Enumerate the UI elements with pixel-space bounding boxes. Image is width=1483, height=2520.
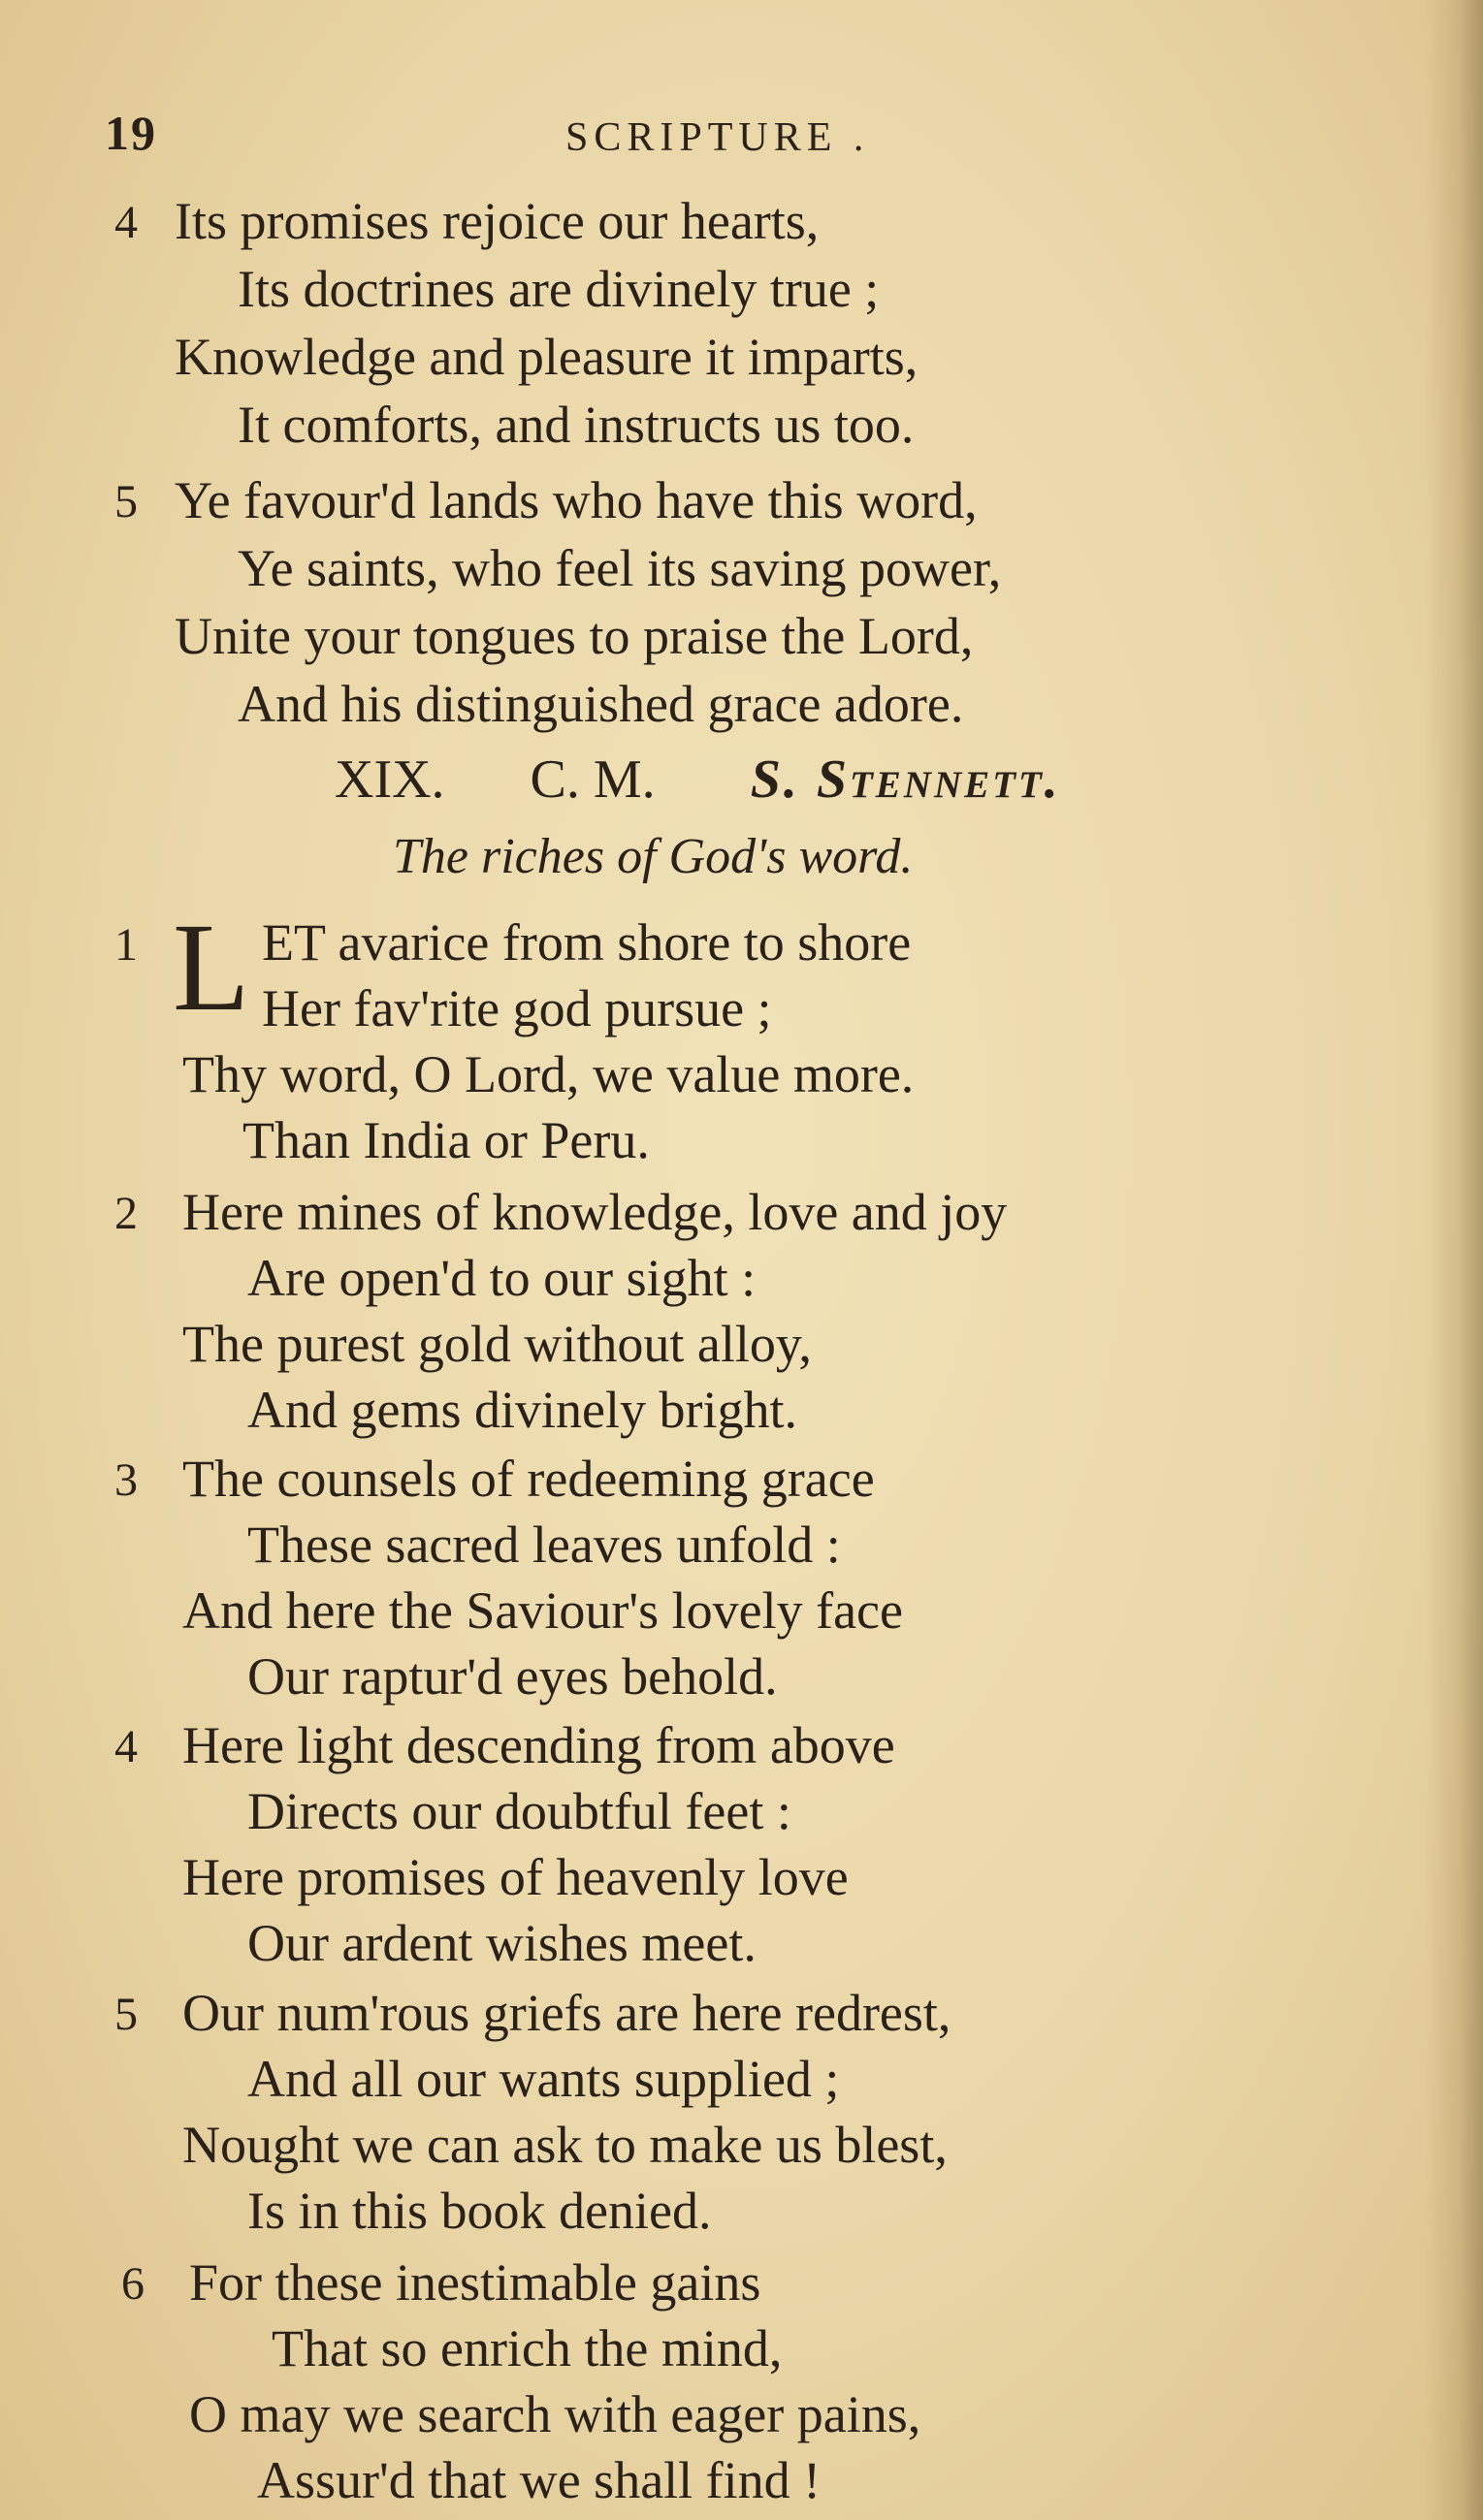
stanza-number: 5 [114,476,138,527]
verse-line: Nought we can ask to make us blest, [182,2116,948,2174]
verse-line: Her fav'rite god pursue ; [262,979,772,1037]
verse-line: Thy word, O Lord, we value more. [182,1045,915,1103]
stanza-number: 4 [114,197,138,248]
drop-cap: L [173,898,250,1037]
verse-line: Here light descending from above [182,1716,895,1774]
page-header [105,105,1172,173]
verse-line: Here mines of knowledge, love and joy [182,1183,1008,1241]
verse-line: Our ardent wishes meet. [247,1914,757,1972]
verse-line: Directs our doubtful feet : [247,1782,791,1840]
running-head: SCRIPTURE . [565,115,870,160]
verse-line: The counsels of redeeming grace [182,1450,875,1508]
verse-line: The purest gold without alloy, [182,1315,812,1373]
hymn-meter: C. M. [530,750,656,810]
verse-line: Here promises of heavenly love [182,1848,849,1906]
stanza-number: 3 [114,1454,138,1506]
verse-line: Is in this book denied. [247,2182,712,2240]
verse-line: Unite your tongues to praise the Lord, [175,607,974,665]
stanza-number: 6 [121,2258,145,2310]
verse-line: Its promises rejoice our hearts, [175,192,820,250]
verse-line: Its doctrines are divinely true ; [238,260,880,318]
stanza-number: 2 [114,1188,138,1239]
stanza-number: 1 [114,919,138,971]
stanza-number: 5 [114,1989,138,2040]
hymn-author: S. Stennett. [750,750,1061,810]
verse-line: These sacred leaves unfold : [247,1515,841,1574]
verse-line: ET avarice from shore to shore [262,913,912,972]
verse-line: Are open'd to our sight : [247,1249,757,1307]
verse-line: And gems divinely bright. [247,1381,797,1439]
verse-line: Our num'rous griefs are here redrest, [182,1984,951,2042]
hymn-number: XIX. [335,750,445,810]
verse-line: And here the Saviour's lovely face [182,1581,903,1640]
verse-line: And his distinguished grace adore. [238,675,964,733]
verse-line: Knowledge and pleasure it imparts, [175,328,919,386]
verse-line: And all our wants supplied ; [247,2050,840,2108]
verse-line: Assur'd that we shall find ! [257,2451,822,2509]
hymn-heading [335,749,1061,811]
verse-line: That so enrich the mind, [272,2319,783,2377]
verse-line: Than India or Peru. [242,1111,650,1169]
verse-line: Our raptur'd eyes behold. [247,1647,778,1706]
hymn-title: The riches of God's word. [393,829,914,884]
page-number: 19 [105,106,157,160]
page-edge-shadow [1425,0,1483,2520]
stanza-number: 4 [114,1721,138,1772]
verse-line: For these inestimable gains [189,2253,761,2312]
verse-line: Ye saints, who feel its saving power, [238,539,1002,597]
verse-line: It comforts, and instructs us too. [238,396,915,454]
verse-line: Ye favour'd lands who have this word, [175,471,978,529]
verse-line: O may we search with eager pains, [189,2385,921,2443]
